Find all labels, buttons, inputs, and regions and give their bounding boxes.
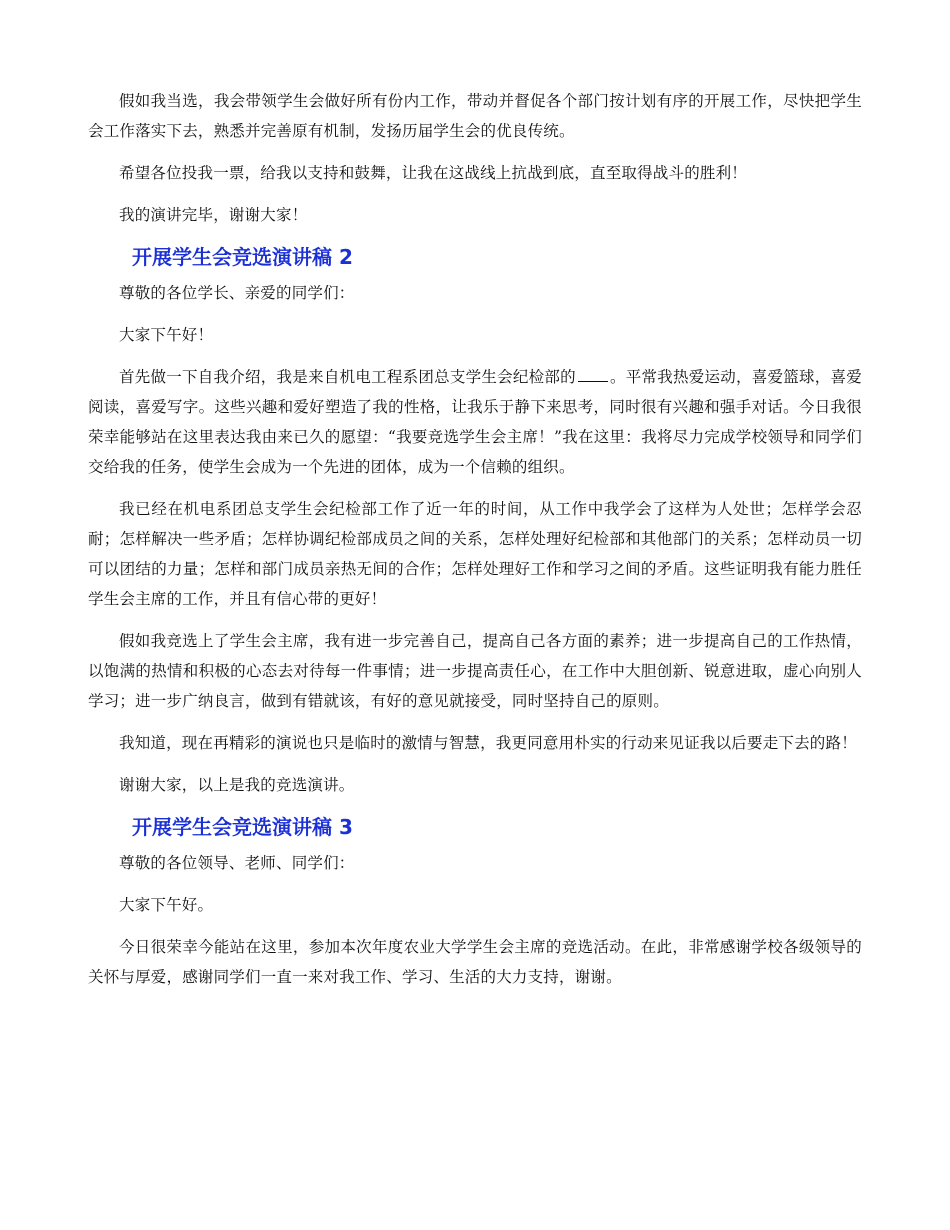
paragraph: 假如我竞选上了学生会主席，我有进一步完善自己，提高自己各方面的素养；进一步提高自己的工作热情，以饱满的热情和积极的心态去对待每一件事情；进一步提高责任心，在工作中大胆创新、锐意进取，虚心向别人学习；进一步广纳良言，做到有错就该，有好的意见就接受，同时坚持自己的原则。	[88, 632, 862, 710]
greeting: 大家下午好。	[119, 896, 214, 914]
paragraph: 我知道，现在再精彩的演说也只是临时的激情与智慧，我更同意用朴实的行动来见证我以后要走下去的路！	[119, 734, 857, 752]
paragraph: 希望各位投我一票，给我以支持和鼓舞，让我在这战线上抗战到底，直至取得战斗的胜利！	[119, 164, 748, 182]
intro-text-before-blank: 首先做一下自我介绍，我是来自机电工程系团总支学生会纪检部的	[119, 368, 576, 386]
paragraph: 我已经在机电系团总支学生会纪检部工作了近一年的时间，从工作中我学会了这样为人处世；怎样学会忍耐；怎样解决一些矛盾；怎样协调纪检部成员之间的关系，怎样处理好纪检部和其他部门的关系；怎样动员一切可以团结的力量；怎样和部门成员亲热无间的合作；怎样处理好工作和学习之间的矛盾。这些证明我有能力胜任学生会主席的工作，并且有信心带的更好！	[88, 500, 862, 608]
section-heading-2: 开展学生会竞选演讲稿 2	[132, 245, 353, 269]
section-heading-3: 开展学生会竞选演讲稿 3	[132, 815, 353, 839]
fill-in-blank	[578, 367, 608, 382]
paragraph: 今日很荣幸今能站在这里，参加本次年度农业大学学生会主席的竞选活动。在此，非常感谢学校各级领导的关怀与厚爱，感谢同学们一直一来对我工作、学习、生活的大力支持，谢谢。	[88, 938, 862, 986]
paragraph: 假如我当选，我会带领学生会做好所有份内工作，带动并督促各个部门按计划有序的开展工作，尽快把学生会工作落实下去，熟悉并完善原有机制，发扬历届学生会的优良传统。	[88, 92, 862, 140]
paragraph: 我的演讲完毕，谢谢大家！	[119, 206, 308, 224]
salutation: 尊敬的各位领导、老师、同学们：	[119, 854, 355, 872]
document-body	[88, 86, 862, 1004]
paragraph: 谢谢大家，以上是我的竞选演讲。	[119, 776, 355, 794]
intro-text-after-blank: 。平常我热爱运动，喜爱篮球，喜爱阅读，喜爱写字。这些兴趣和爱好塑造了我的性格，让我乐于静下来思考，同时很有兴趣和强手对话。今日我很荣幸能够站在这里表达我由来已久的愿望：“我要竞选学生会主席！”我在这里：我将尽力完成学校领导和同学们交给我的任务，使学生会成为一个先进的团体，成为一个信赖的组织。	[88, 368, 862, 476]
salutation: 尊敬的各位学长、亲爱的同学们：	[119, 284, 355, 302]
paragraph-intro	[88, 362, 862, 482]
greeting: 大家下午好！	[119, 326, 214, 344]
